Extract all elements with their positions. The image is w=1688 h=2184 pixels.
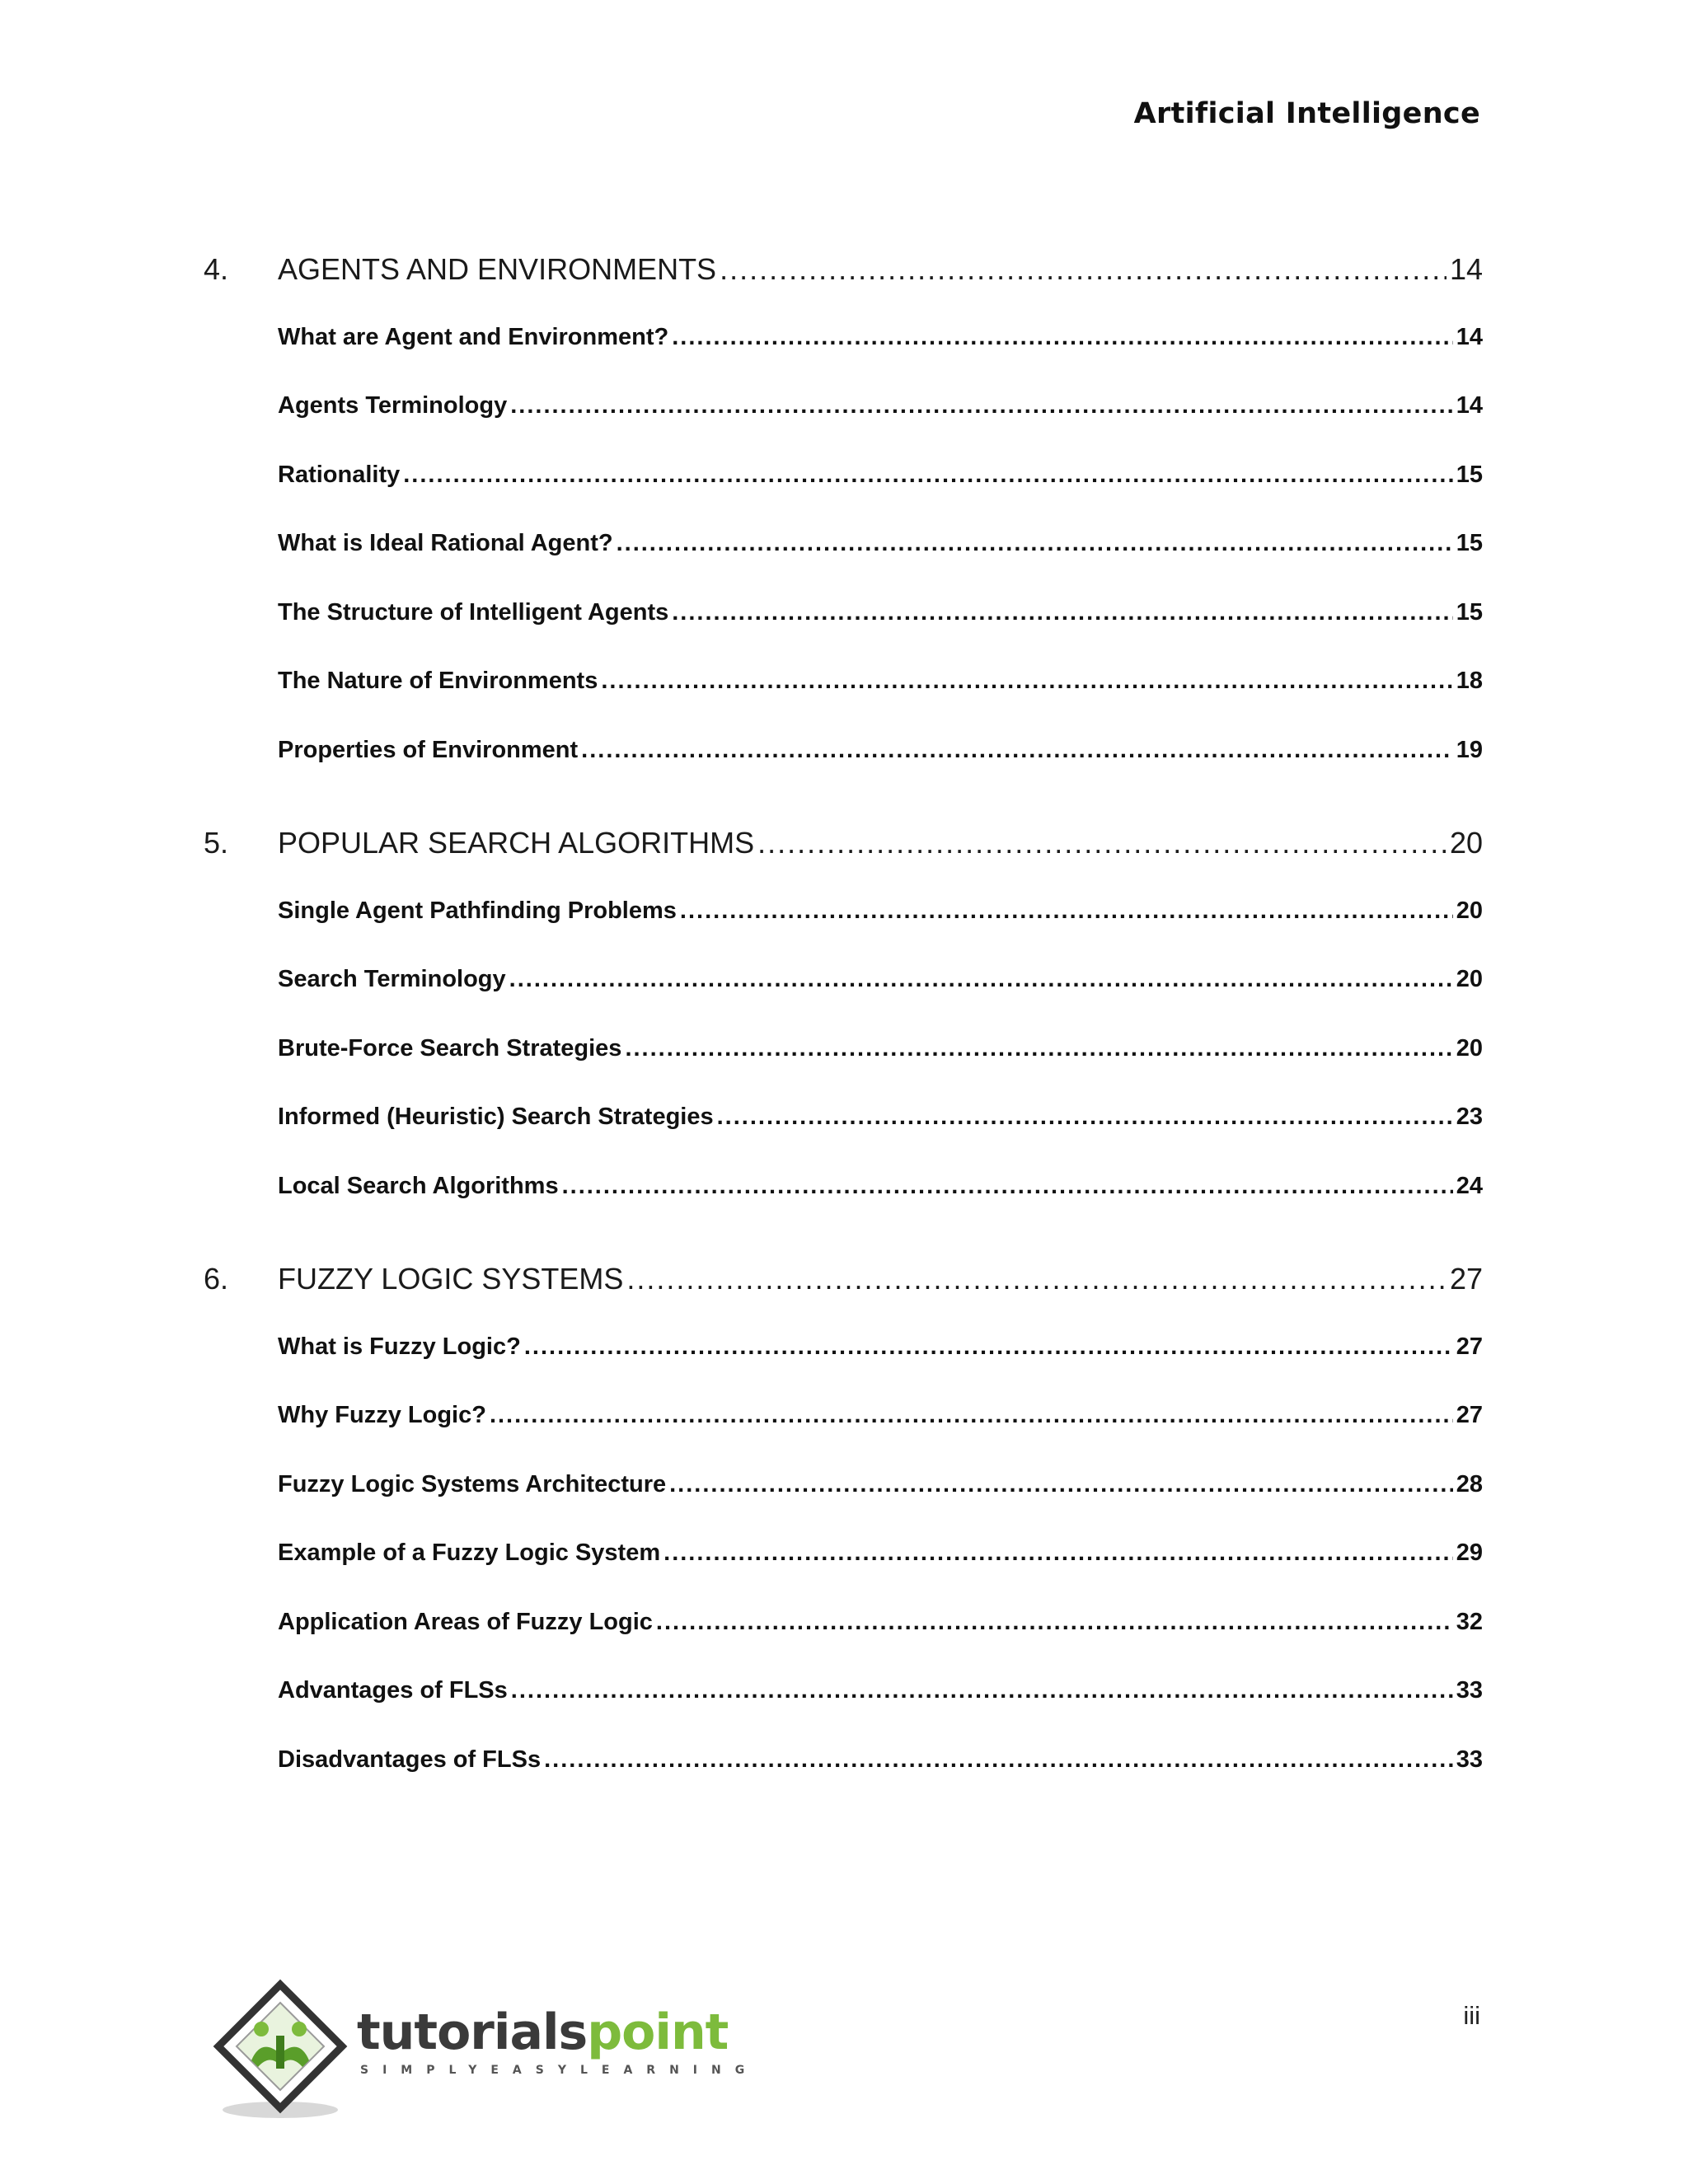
entry-title: What is Fuzzy Logic?: [278, 1333, 521, 1360]
entry-title: Local Search Algorithms: [278, 1173, 559, 1199]
dot-leader: [510, 392, 1453, 419]
chapter-page-number: 27: [1449, 1262, 1483, 1296]
toc-entry[interactable]: [278, 662, 1483, 695]
entry-title: Example of a Fuzzy Logic System: [278, 1540, 661, 1566]
entry-page-number: 14: [1456, 392, 1483, 419]
toc-entry[interactable]: [278, 1465, 1483, 1498]
entry-title: Disadvantages of FLSs: [278, 1746, 542, 1773]
toc-entry[interactable]: [278, 1741, 1483, 1774]
entry-page-number: 15: [1456, 599, 1483, 626]
chapter-number: 6.: [204, 1262, 229, 1296]
toc-entry[interactable]: [278, 593, 1483, 626]
entry-page-number: 20: [1456, 966, 1483, 992]
dot-leader: [581, 737, 1453, 764]
entry-page-number: 20: [1456, 1035, 1483, 1062]
toc-entry[interactable]: [278, 1396, 1483, 1429]
logo-wordmark: [357, 2004, 729, 2061]
entry-title: Why Fuzzy Logic?: [278, 1402, 486, 1428]
logo-diamond-icon: [210, 1978, 359, 2122]
toc-chapter-5[interactable]: [204, 818, 1483, 860]
dot-leader: [663, 1540, 1453, 1567]
dot-leader: [490, 1402, 1453, 1429]
dot-leader: [403, 462, 1452, 489]
dot-leader: [601, 668, 1452, 695]
entry-page-number: 27: [1456, 1402, 1483, 1428]
toc-entry[interactable]: [278, 731, 1483, 764]
entry-page-number: 20: [1456, 898, 1483, 924]
entry-title: What are Agent and Environment?: [278, 324, 669, 350]
entry-title: The Nature of Environments: [278, 668, 598, 694]
dot-leader: [672, 324, 1452, 351]
entry-page-number: 33: [1456, 1746, 1483, 1773]
entry-title: Fuzzy Logic Systems Architecture: [278, 1471, 667, 1497]
toc-entry[interactable]: [278, 1029, 1483, 1062]
toc-entry[interactable]: [278, 1328, 1483, 1361]
toc-chapter-6[interactable]: [204, 1254, 1483, 1296]
entry-title: Rationality: [278, 462, 401, 488]
entry-title: What is Ideal Rational Agent?: [278, 530, 613, 556]
chapter-title: AGENTS AND ENVIRONMENTS: [278, 252, 717, 286]
dot-leader: [524, 1333, 1453, 1361]
chapter-number: 5.: [204, 826, 229, 860]
entry-title: Application Areas of Fuzzy Logic: [278, 1609, 653, 1635]
entry-title: Single Agent Pathfinding Problems: [278, 898, 677, 924]
entry-page-number: 18: [1456, 668, 1483, 694]
entry-page-number: 28: [1456, 1471, 1483, 1497]
dot-leader: [617, 530, 1453, 557]
entry-title: Brute-Force Search Strategies: [278, 1035, 622, 1062]
toc-entry[interactable]: [278, 387, 1483, 419]
entry-page-number: 27: [1456, 1333, 1483, 1360]
logo-text-primary: tutorials: [357, 2004, 588, 2061]
page-number: iii: [1463, 2001, 1480, 2030]
entry-page-number: 15: [1456, 530, 1483, 556]
chapter-number: 4.: [204, 252, 229, 286]
dot-leader: [625, 1035, 1452, 1062]
dot-leader: [669, 1471, 1453, 1498]
dot-leader: [511, 1677, 1453, 1704]
dot-leader: [720, 252, 1447, 287]
dot-leader: [717, 1104, 1453, 1131]
entry-title: Advantages of FLSs: [278, 1677, 508, 1704]
chapter-page-number: 20: [1449, 826, 1483, 860]
entry-page-number: 32: [1456, 1609, 1483, 1635]
entry-title: Informed (Heuristic) Search Strategies: [278, 1104, 714, 1130]
toc-entry[interactable]: [278, 318, 1483, 351]
dot-leader: [562, 1173, 1453, 1200]
entry-title: The Structure of Intelligent Agents: [278, 599, 669, 626]
entry-title: Properties of Environment: [278, 737, 579, 763]
toc-entry[interactable]: [278, 524, 1483, 557]
toc-entry[interactable]: [278, 1534, 1483, 1567]
entry-page-number: 23: [1456, 1104, 1483, 1130]
entry-page-number: 29: [1456, 1540, 1483, 1566]
entry-page-number: 24: [1456, 1173, 1483, 1199]
chapter-page-number: 14: [1449, 252, 1483, 286]
dot-leader: [509, 966, 1453, 993]
toc-entry[interactable]: [278, 960, 1483, 993]
toc-entry[interactable]: [278, 1603, 1483, 1636]
toc-entry[interactable]: [278, 1167, 1483, 1200]
toc-entry[interactable]: [278, 456, 1483, 489]
entry-title: Agents Terminology: [278, 392, 508, 419]
entry-title: Search Terminology: [278, 966, 506, 992]
dot-leader: [544, 1746, 1453, 1774]
dot-leader: [757, 826, 1447, 860]
entry-page-number: 14: [1456, 324, 1483, 350]
dot-leader: [656, 1609, 1453, 1636]
dot-leader: [626, 1262, 1447, 1296]
dot-leader: [680, 898, 1453, 925]
tutorialspoint-logo: [210, 1978, 759, 2122]
entry-page-number: 15: [1456, 462, 1483, 488]
toc-entry[interactable]: [278, 1671, 1483, 1704]
running-header: Artificial Intelligence: [1133, 97, 1480, 130]
toc-entry[interactable]: [278, 1098, 1483, 1131]
logo-text-accent: point: [587, 2004, 729, 2061]
dot-leader: [672, 599, 1453, 626]
chapter-title: FUZZY LOGIC SYSTEMS: [278, 1262, 624, 1296]
entry-page-number: 33: [1456, 1677, 1483, 1704]
entry-page-number: 19: [1456, 737, 1483, 763]
chapter-title: POPULAR SEARCH ALGORITHMS: [278, 826, 755, 860]
logo-tagline: SIMPLYEASYLEARNING: [360, 2064, 759, 2077]
toc-chapter-4[interactable]: [204, 244, 1483, 287]
toc-entry[interactable]: [278, 892, 1483, 925]
